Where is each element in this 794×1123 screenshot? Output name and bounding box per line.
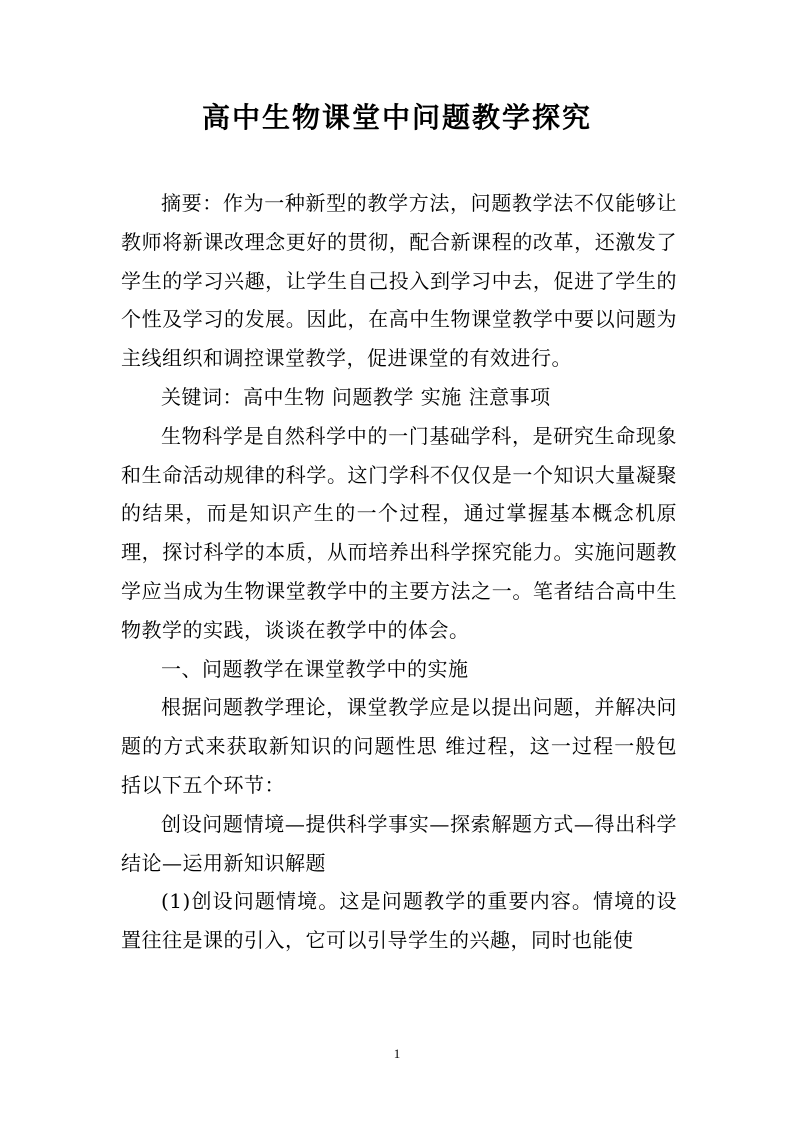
intro-paragraph: 生物科学是自然科学中的一门基础学科，是研究生命现象和生命活动规律的科学。这门学科不仅仅是一个知识大量凝聚的结果，而是知识产生的一个过程，通过掌握基本概念机原理，探讨科学的本质，从而培养出科学探究能力。实施问题教学应当成为生物课堂教学中的主要方法之一。笔者结合高中生物教学的实践，谈谈在教学中的体会。 bbox=[121, 423, 677, 642]
abstract-paragraph: 摘要：作为一种新型的教学方法，问题教学法不仅能够让教师将新课改理念更好的贯彻，配合新课程的改革，还激发了学生的学习兴趣，让学生自己投入到学习中去，促进了学生的个性及学习的发展。因此，在高中生物课堂教学中要以问题为主线组织和调控课堂教学，促进课堂的有效进行。 bbox=[121, 191, 677, 371]
theory-paragraph: 根据问题教学理论，课堂教学应是以提出问题，并解决问题的方式来获取新知识的问题性思 维过程，这一过程一般包括以下五个环节： bbox=[121, 695, 677, 797]
keywords-paragraph: 关键词：高中生物 问题教学 实施 注意事项 bbox=[161, 384, 551, 409]
process-steps-paragraph: 创设问题情境—提供科学事实—探索解题方式—得出科学结论—运用新知识解题 bbox=[121, 811, 677, 875]
section-heading: 一、问题教学在课堂教学中的实施 bbox=[161, 656, 469, 681]
page-number: 1 bbox=[393, 1046, 401, 1061]
step-one-paragraph: (1)创设问题情境。这是问题教学的重要内容。情境的设置往往是课的引入，它可以引导学生的兴趣，同时也能使 bbox=[121, 889, 677, 953]
document-title: 高中生物课堂中问题教学探究 bbox=[201, 101, 592, 134]
document-body bbox=[121, 184, 677, 960]
